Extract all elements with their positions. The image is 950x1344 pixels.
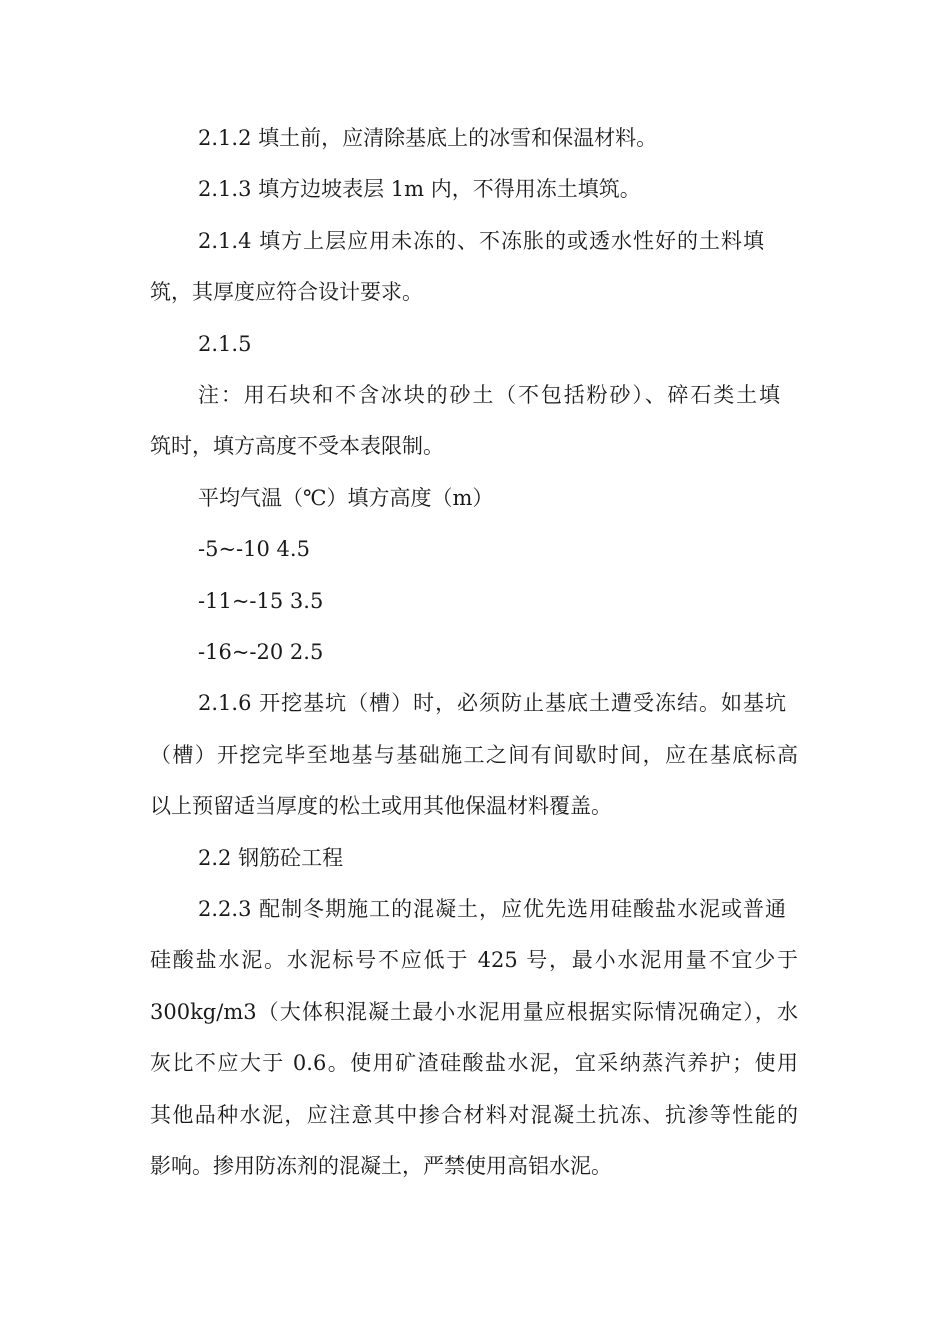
text-line: 2.1.6 开挖基坑（槽）时，必须防止基底土遭受冻结。如基坑 [198, 691, 786, 715]
text-line: 2.2.3 配制冬期施工的混凝土，应优先选用硅酸盐水泥或普通 [198, 897, 786, 921]
text-line: （槽）开挖完毕至地基与基础施工之间有间歇时间，应在基底标高 [150, 743, 798, 767]
table-row: -5~-10 4.5 [198, 537, 310, 561]
text-line: 300kg/m3（大体积混凝土最小水泥用量应根据实际情况确定），水 [150, 1000, 798, 1024]
text-line: 筑，其厚度应符合设计要求。 [150, 280, 423, 304]
section-heading: 2.2 钢筋砼工程 [198, 846, 344, 870]
text-line: 灰比不应大于 0.6。使用矿渣硅酸盐水泥，宜采纳蒸汽养护；使用 [150, 1051, 798, 1075]
note-line: 注：用石块和不含冰块的砂土（不包括粉砂）、碎石类土填 [198, 383, 780, 407]
text-line: 以上预留适当厚度的松土或用其他保温材料覆盖。 [150, 794, 612, 818]
text-line: 影响。掺用防冻剂的混凝土，严禁使用高铝水泥。 [150, 1154, 612, 1178]
text-line: 其他品种水泥，应注意其中掺合材料对混凝土抗冻、抗渗等性能的 [150, 1103, 798, 1127]
text-line: 2.1.4 填方上层应用未冻的、不冻胀的或透水性好的土料填 [198, 229, 764, 253]
table-row: -16~-20 2.5 [198, 640, 324, 664]
table-row: -11~-15 3.5 [198, 589, 324, 613]
note-line: 筑时，填方高度不受本表限制。 [150, 434, 444, 458]
text-line: 2.1.3 填方边坡表层 1m 内，不得用冻土填筑。 [198, 177, 641, 201]
section-number: 2.1.5 [198, 332, 252, 356]
text-line: 硅酸盐水泥。水泥标号不应低于 425 号，最小水泥用量不宜少于 [150, 948, 798, 972]
table-header: 平均气温（℃）填方高度（m） [198, 486, 494, 510]
text-line: 2.1.2 填土前，应清除基底上的冰雪和保温材料。 [198, 126, 658, 150]
